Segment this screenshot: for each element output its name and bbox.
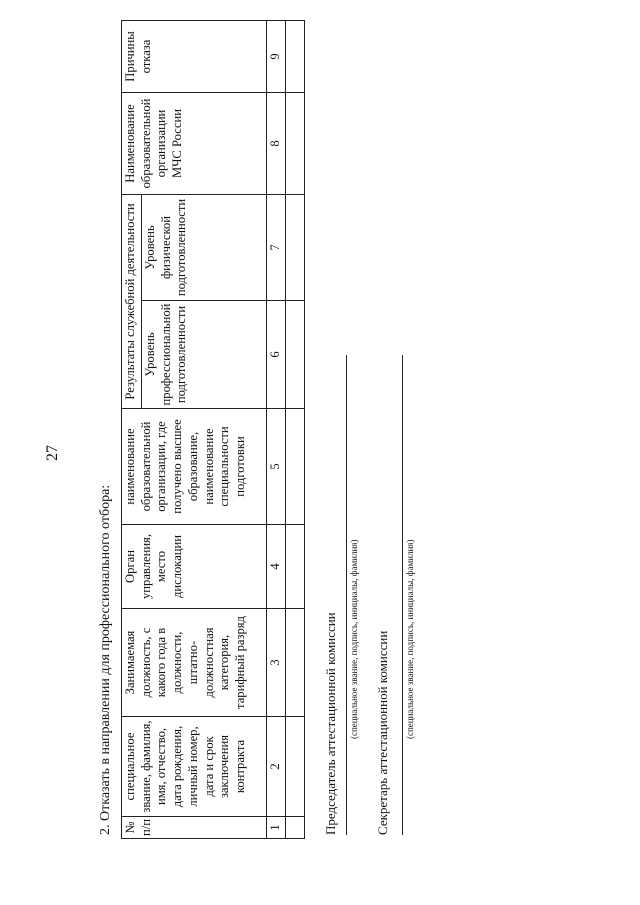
table-cell <box>286 301 305 409</box>
column-numbers-row <box>267 21 286 839</box>
secretary-label: Секретарь аттестационной комиссии <box>375 630 390 835</box>
header-position: Занимаемая должность, с какого года в должности, штатно-должностная категория, тарифный разряд <box>122 609 267 717</box>
header-physical-level: Уровень физической подготовленности <box>142 195 267 301</box>
table-cell <box>286 93 305 195</box>
header-organization: Наименование образовательной организации МЧС России <box>122 93 267 195</box>
column-number: 2 <box>267 717 286 817</box>
table-cell <box>286 817 305 839</box>
column-number: 1 <box>267 817 286 839</box>
refusal-table <box>121 20 305 839</box>
column-number: 9 <box>267 21 286 93</box>
section-heading: 2. Отказать в направлении для профессионального отбора: <box>98 484 113 835</box>
page-number: 27 <box>44 445 61 461</box>
column-number: 7 <box>267 195 286 301</box>
table-cell <box>286 21 305 93</box>
column-number: 5 <box>267 409 286 525</box>
table-cell <box>286 195 305 301</box>
chairman-label: Председатель аттестационной комиссии <box>323 612 338 835</box>
column-number: 4 <box>267 525 286 609</box>
blank-data-row <box>286 21 305 839</box>
chairman-signature-line <box>346 355 347 835</box>
header-row-1 <box>122 21 142 839</box>
column-number: 6 <box>267 301 286 409</box>
header-rank-name: специальное звание, фамилия, имя, отчество, дата рождения, личный номер, дата и срок заключения контракта <box>122 717 267 817</box>
column-number: 3 <box>267 609 286 717</box>
secretary-caption: (специальное звание, подпись, инициалы, фамилия) <box>405 539 415 739</box>
header-refusal-reason: Причины отказа <box>122 21 267 93</box>
table-cell <box>286 409 305 525</box>
header-education: наименование образовательной организации, где получено высшее образование, наименование специальности подготовки <box>122 409 267 525</box>
header-authority: Орган управления, место дислокации <box>122 525 267 609</box>
secretary-signature-line <box>402 355 403 835</box>
chairman-caption: (специальное звание, подпись, инициалы, фамилия) <box>349 539 359 739</box>
column-number: 8 <box>267 93 286 195</box>
table-cell <box>286 609 305 717</box>
table-cell <box>286 717 305 817</box>
header-number: № п/п <box>122 817 267 839</box>
table-cell <box>286 525 305 609</box>
header-professional-level: Уровень профессиональной подготовленности <box>142 301 267 409</box>
header-service-results: Результаты служебной деятельности <box>122 195 142 409</box>
